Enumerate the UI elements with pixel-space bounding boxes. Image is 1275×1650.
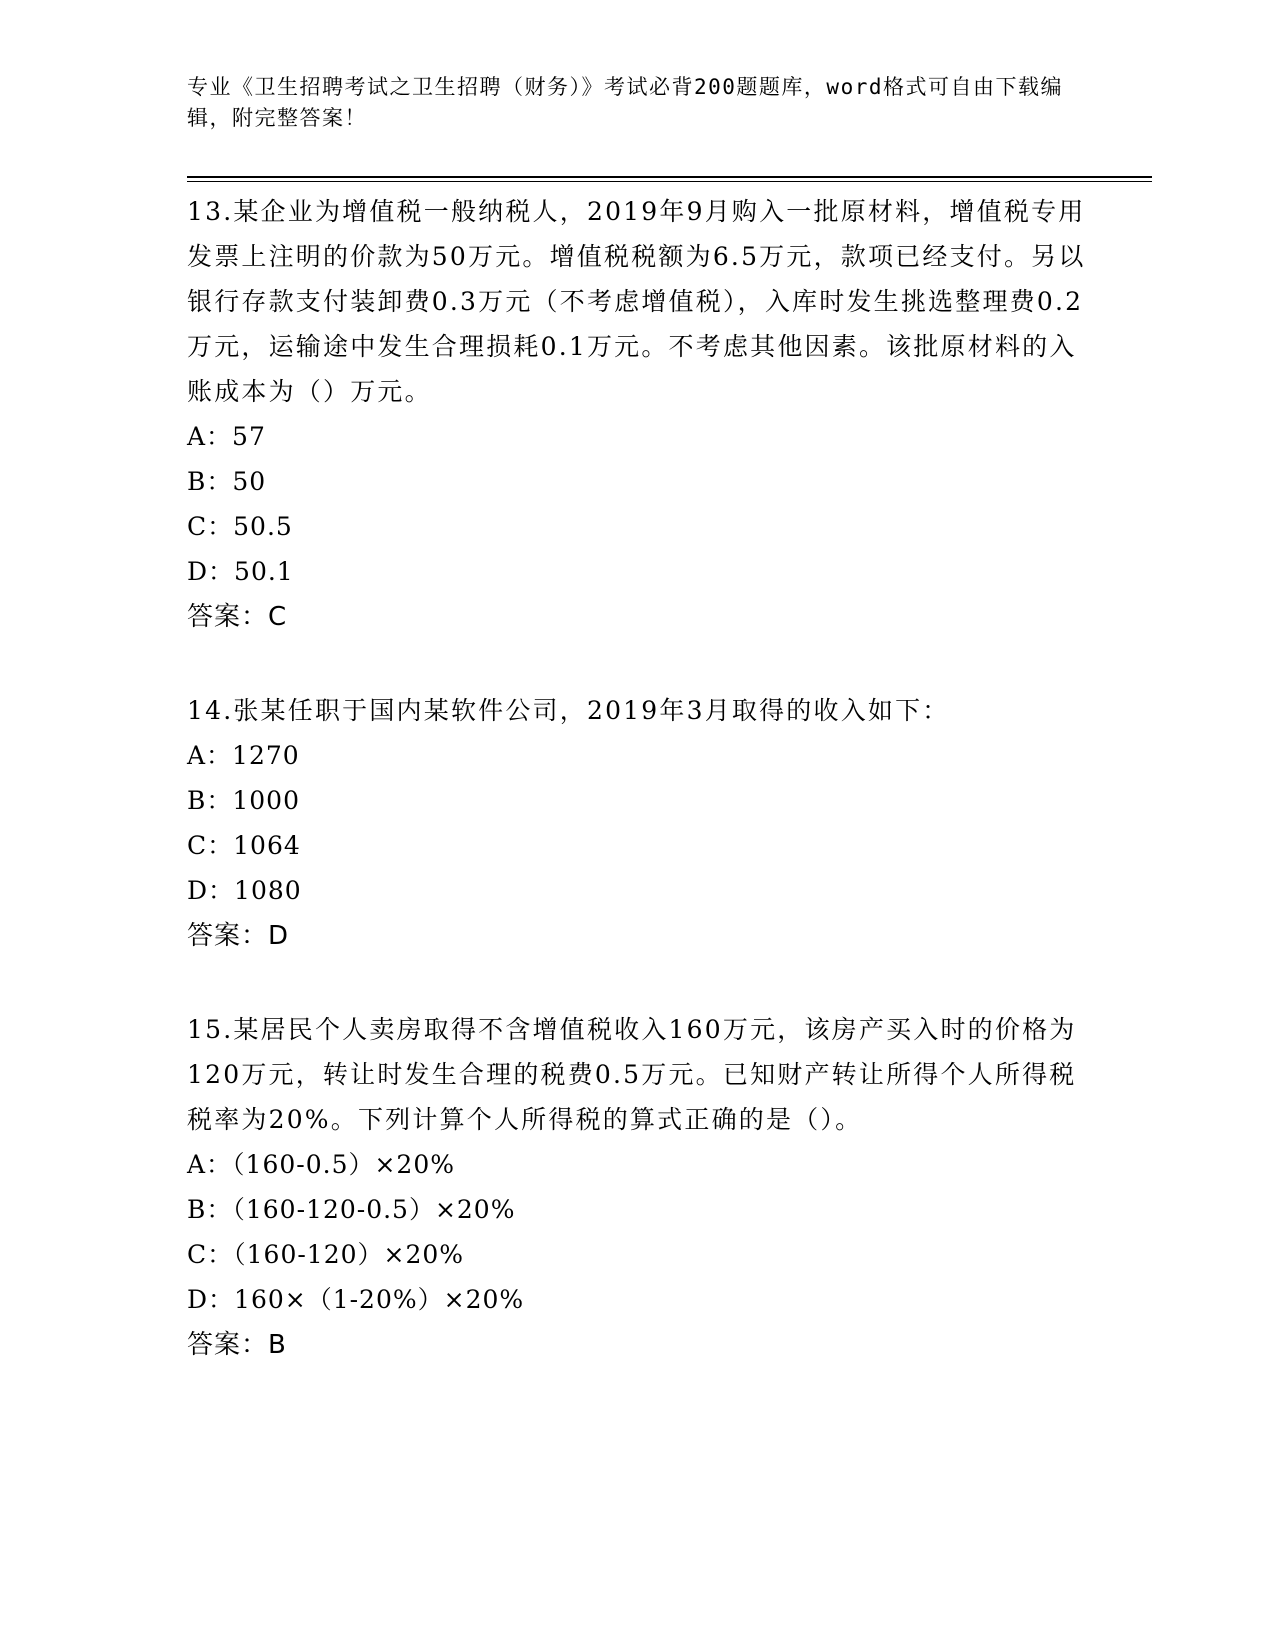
option-d: D：50.1 (187, 557, 294, 586)
question-13 (187, 189, 1087, 640)
option-b: B：1000 (187, 786, 300, 815)
option-b: B：50 (187, 467, 267, 496)
answer-line: 答案：B (187, 1330, 287, 1360)
header-divider-thick (187, 176, 1152, 178)
header-intro-text: 专业《卫生招聘考试之卫生招聘（财务）》考试必背200题题库，word格式可自由下载编辑，附完整答案！ (187, 75, 1063, 130)
question-14 (187, 688, 1087, 959)
option-c: C：（160-120）×20% (187, 1240, 465, 1269)
document-header (187, 72, 1067, 134)
option-d: D：160×（1-20%）×20% (187, 1285, 525, 1314)
question-15 (187, 1007, 1087, 1368)
question-text: 13.某企业为增值税一般纳税人，2019年9月购入一批原材料，增值税专用发票上注明的价款为50万元。增值税税额为6.5万元，款项已经支付。另以银行存款支付装卸费0.3万元（不考虑增值税），入库时发生挑选整理费0.2万元，运输途中发生合理损耗0.1万元。不考虑其他因素。该批原材料的入账成本为（）万元。 (187, 197, 1086, 406)
option-c: C：50.5 (187, 512, 293, 541)
header-divider-thin (187, 181, 1152, 182)
question-text: 14.张某任职于国内某软件公司，2019年3月取得的收入如下： (187, 696, 950, 725)
option-a: A：1270 (187, 741, 300, 770)
option-c: C：1064 (187, 831, 301, 860)
option-a: A：（160-0.5）×20% (187, 1150, 455, 1179)
question-text: 15.某居民个人卖房取得不含增值税收入160万元，该房产买入时的价格为120万元，转让时发生合理的税费0.5万元。已知财产转让所得个人所得税税率为20%。下列计算个人所得税的算式正确的是（）。 (187, 1015, 1077, 1134)
option-b: B：（160-120-0.5）×20% (187, 1195, 516, 1224)
option-d: D：1080 (187, 876, 302, 905)
option-a: A：57 (187, 422, 266, 451)
answer-line: 答案：C (187, 602, 288, 632)
answer-line: 答案：D (187, 921, 290, 951)
